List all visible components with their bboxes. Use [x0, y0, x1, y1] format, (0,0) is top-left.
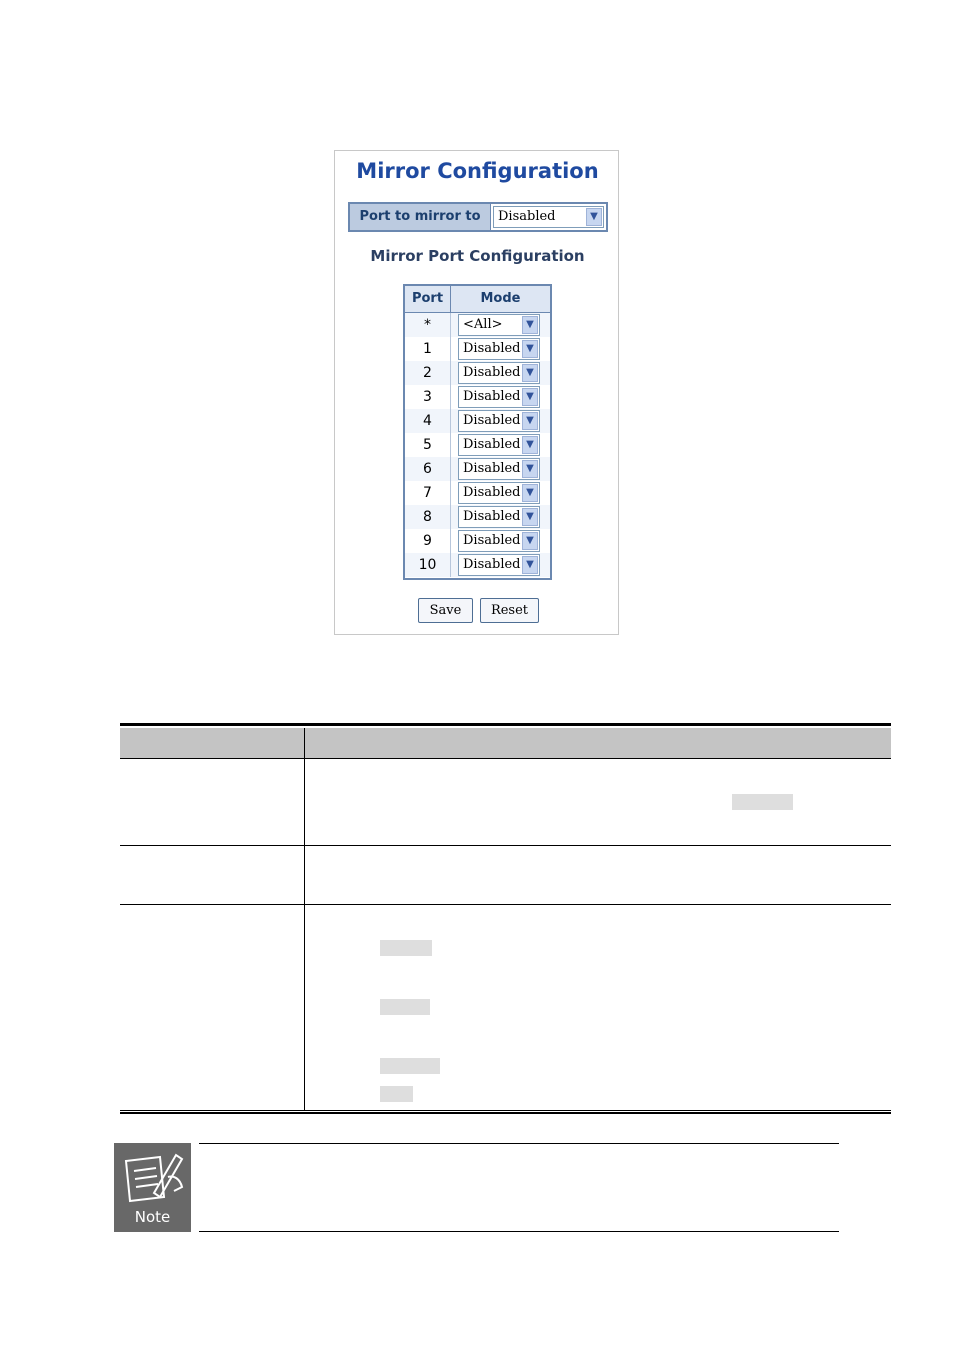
- mode-value: Disabled: [463, 437, 521, 452]
- table-row: [405, 505, 550, 529]
- mode-value: Disabled: [463, 413, 521, 428]
- mode-value: Disabled: [463, 341, 521, 356]
- port-cell: 9: [405, 529, 451, 553]
- table-row: [405, 313, 550, 337]
- table-row: [405, 409, 550, 433]
- chevron-down-icon[interactable]: ▼: [522, 364, 538, 382]
- highlighted-term: [380, 1058, 440, 1074]
- mirror-configuration-panel: [334, 150, 619, 635]
- port-cell: 2: [405, 361, 451, 385]
- mode-select[interactable]: [458, 410, 540, 432]
- port-to-mirror-select[interactable]: [493, 206, 604, 228]
- chevron-down-icon[interactable]: ▼: [522, 508, 538, 526]
- port-cell: 10: [405, 553, 451, 577]
- chevron-down-icon[interactable]: ▼: [522, 484, 538, 502]
- port-cell: 7: [405, 481, 451, 505]
- mode-select[interactable]: [458, 554, 540, 576]
- table-header: [405, 286, 550, 313]
- note-label: Note: [134, 1208, 171, 1226]
- mode-value: Disabled: [463, 485, 521, 500]
- table-row: [405, 457, 550, 481]
- port-cell: 1: [405, 337, 451, 361]
- port-cell: 8: [405, 505, 451, 529]
- mode-select[interactable]: [458, 314, 540, 336]
- mode-select[interactable]: [458, 458, 540, 480]
- row-divider: [120, 904, 891, 905]
- mode-value: Disabled: [463, 533, 521, 548]
- chevron-down-icon[interactable]: ▼: [522, 460, 538, 478]
- chevron-down-icon[interactable]: ▼: [586, 208, 602, 226]
- port-to-mirror-value: Disabled: [498, 209, 556, 224]
- port-cell: 3: [405, 385, 451, 409]
- reset-button[interactable]: Reset: [480, 598, 539, 623]
- chevron-down-icon[interactable]: ▼: [522, 316, 538, 334]
- port-cell: *: [405, 313, 451, 337]
- note-icon: [114, 1143, 191, 1232]
- column-header-mode: Mode: [480, 291, 521, 306]
- note-top-rule: [199, 1143, 839, 1144]
- table-row: [405, 481, 550, 505]
- table-bottom-rule: [120, 1110, 891, 1111]
- table-row: [405, 529, 550, 553]
- table-row: [405, 385, 550, 409]
- highlighted-term: [380, 1086, 413, 1102]
- page-title: Mirror Configuration: [356, 159, 599, 183]
- highlighted-term: [380, 940, 432, 956]
- port-to-mirror-row: [348, 202, 608, 232]
- column-header-port: Port: [405, 286, 451, 312]
- chevron-down-icon[interactable]: ▼: [522, 388, 538, 406]
- mode-select[interactable]: [458, 362, 540, 384]
- port-cell: 6: [405, 457, 451, 481]
- table-row: [405, 433, 550, 457]
- port-to-mirror-label: Port to mirror to: [350, 204, 491, 230]
- table-top-rule: [120, 723, 891, 726]
- row-divider: [120, 758, 891, 759]
- port-cell: 5: [405, 433, 451, 457]
- mode-select[interactable]: [458, 434, 540, 456]
- mode-value: Disabled: [463, 461, 521, 476]
- mode-select[interactable]: [458, 530, 540, 552]
- mirror-port-table: [403, 284, 552, 580]
- mode-value: Disabled: [463, 509, 521, 524]
- mirror-port-configuration-title: Mirror Port Configuration: [370, 247, 585, 265]
- column-divider: [304, 728, 305, 1110]
- chevron-down-icon[interactable]: ▼: [522, 556, 538, 574]
- description-table: [120, 723, 891, 1114]
- mode-value: Disabled: [463, 389, 521, 404]
- note-bottom-rule: [199, 1231, 839, 1232]
- mode-select[interactable]: [458, 338, 540, 360]
- mode-value: Disabled: [463, 365, 521, 380]
- highlighted-term: [732, 794, 793, 810]
- port-cell: 4: [405, 409, 451, 433]
- table-bottom-rule: [120, 1112, 891, 1114]
- table-row: [405, 553, 550, 577]
- highlighted-term: [380, 999, 430, 1015]
- chevron-down-icon[interactable]: ▼: [522, 412, 538, 430]
- mode-select[interactable]: [458, 506, 540, 528]
- table-row: [405, 361, 550, 385]
- table-row: [405, 337, 550, 361]
- mode-value: Disabled: [463, 557, 521, 572]
- row-divider: [120, 845, 891, 846]
- mode-select[interactable]: [458, 482, 540, 504]
- chevron-down-icon[interactable]: ▼: [522, 436, 538, 454]
- table-header-band: [120, 728, 891, 758]
- chevron-down-icon[interactable]: ▼: [522, 532, 538, 550]
- chevron-down-icon[interactable]: ▼: [522, 340, 538, 358]
- mode-value: <All>: [463, 317, 503, 332]
- mode-select[interactable]: [458, 386, 540, 408]
- save-button[interactable]: Save: [418, 598, 473, 623]
